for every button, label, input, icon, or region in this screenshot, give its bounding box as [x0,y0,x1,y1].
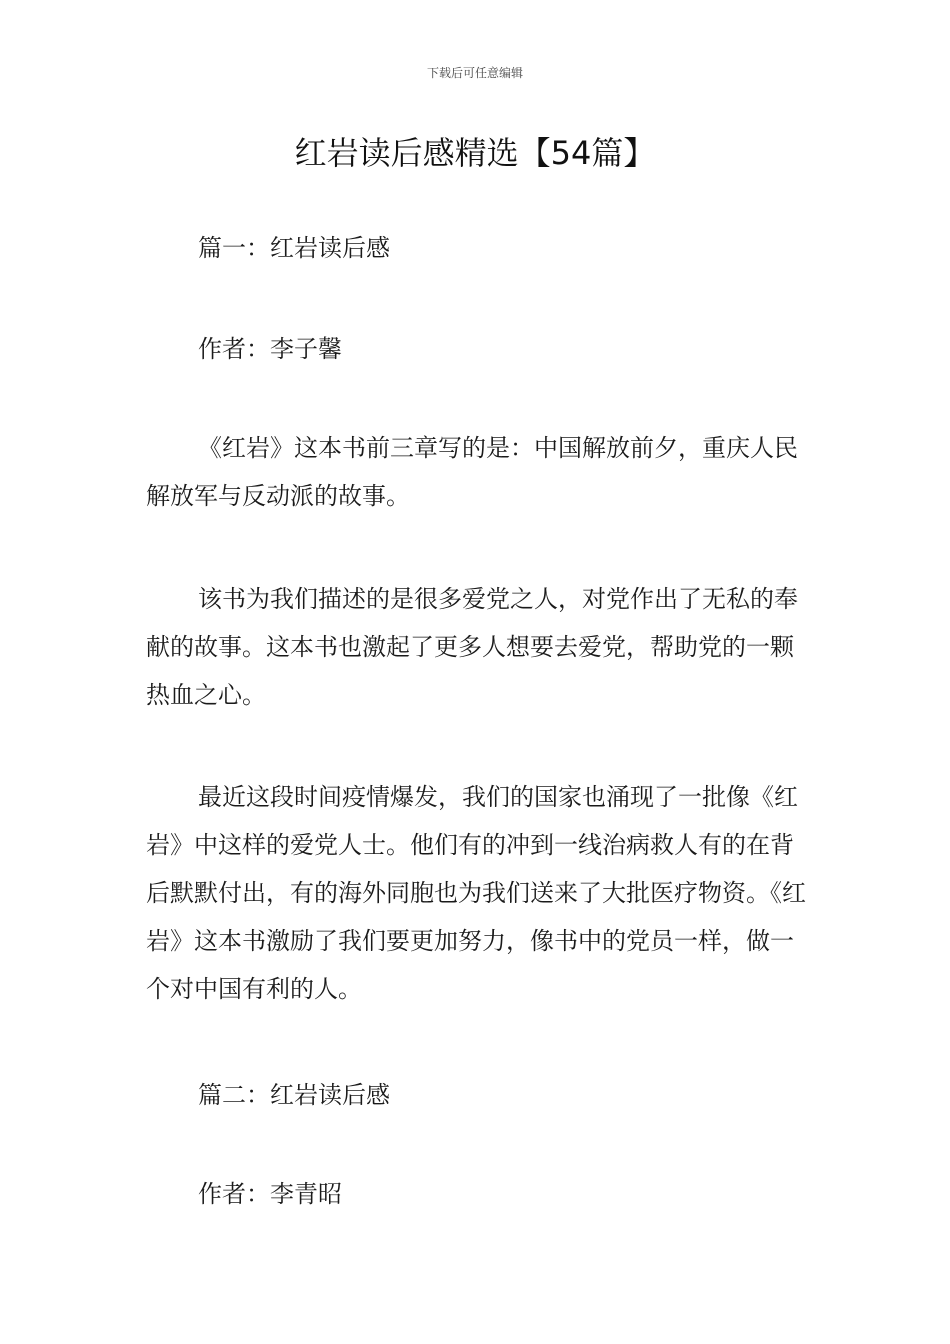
section-1-author: 作者：李子馨 [198,335,342,363]
section-2-heading: 篇二：红岩读后感 [198,1081,390,1109]
section-1-paragraph-3: 最近这段时间疫情爆发，我们的国家也涌现了一批像《红岩》中这样的爱党人士。他们有的冲到一线治病救人有的在背后默默付出，有的海外同胞也为我们送来了大批医疗物资。《红岩》这本书激励了我们要更加努力，像书中的党员一样，做一个对中国有利的人。 [146,783,806,1003]
document-title: 红岩读后感精选【54篇】 [294,134,656,172]
section-1-paragraph-1: 《红岩》这本书前三章写的是：中国解放前夕，重庆人民解放军与反动派的故事。 [146,434,798,510]
section-1-paragraph-2: 该书为我们描述的是很多爱党之人，对党作出了无私的奉献的故事。这本书也激起了更多人想要去爱党，帮助党的一颗热血之心。 [146,585,798,709]
header-note: 下载后可任意编辑 [426,66,523,80]
section-1-heading: 篇一：红岩读后感 [198,234,390,262]
section-2-author: 作者：李青昭 [198,1180,342,1208]
